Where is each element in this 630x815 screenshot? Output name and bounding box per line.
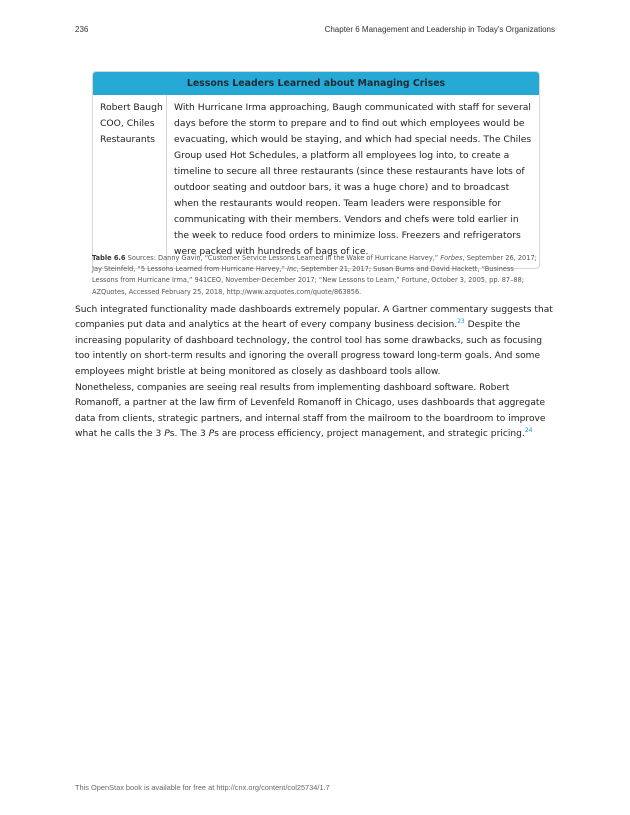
leader-name-cell: Robert Baugh COO, Chiles Restaurants: [93, 95, 167, 268]
footnote-ref-24[interactable]: 24: [524, 427, 533, 435]
page-header: [75, 25, 555, 34]
body-paragraph-1: [75, 303, 556, 380]
table-caption: [92, 253, 542, 298]
table-title: Lessons Leaders Learned about Managing Crises: [93, 72, 539, 95]
table-row: [93, 95, 539, 268]
crisis-lessons-table: [92, 71, 540, 269]
body-paragraph-2: [75, 381, 556, 443]
paragraph-text: s are process efficiency, project management, and strategic pricing.: [214, 429, 525, 440]
paragraph-text: Despite the increasing popularity of dashboard technology, the control tool has some drawbacks, such as focusing too intently on short-term results and ignoring the overall progress toward long-term goals. And some employees might bristle at being monitored as closely as dashboard tools allow.: [75, 320, 542, 377]
footnote-ref-23[interactable]: 23: [457, 318, 465, 326]
page-number: 236: [75, 25, 89, 34]
caption-publication: Forbes: [440, 254, 463, 262]
lesson-text-cell: With Hurricane Irma approaching, Baugh communicated with staff for several days before the storm to prepare and to find out which employees would be evacuating, which would be staying, and which had special needs. The Chiles Group used Hot Schedules, a platform all employees log into, to create a timeline to secure all three restaurants (since these restaurants have lots of outdoor seating and outdoor bars, it was a huge chore) and to broadcast when the restaurants would reopen. Team leaders were responsible for communicating with their members. Vendors and chefs were told earlier in the week to reduce food orders to minimize loss. Freezers and refrigerators were packed with hundreds of bags of ice.: [174, 102, 532, 257]
paragraph-text: Nonetheless, companies are seeing real results from implementing dashboard software. Robert Romanoff, a partner at the law firm of Levenfeld Romanoff in Chicago, uses dashboards that aggregate data from clients, strategic partners, and internal staff from the mailroom to the boardroom to improve what he calls the 3: [75, 383, 546, 440]
page-footer: This OpenStax book is available for free at http://cnx.org/content/col25734/1.7: [75, 783, 330, 792]
caption-publication: Inc: [287, 265, 297, 274]
paragraph-text: Such integrated functionality made dashboards extremely popular. A Gartner commentary suggests that companies put data and analytics at the heart of every company business decision.: [75, 305, 553, 331]
chapter-title: Chapter 6 Management and Leadership in Today's Organizations: [324, 25, 555, 34]
paragraph-text: s. The 3: [169, 429, 209, 440]
caption-source-text: , September 26, 2017; Jay Steinfeld, “5 Lessons Learned from Hurricane Harvey,”: [92, 254, 537, 274]
caption-label: Table 6.6: [92, 254, 126, 262]
italic-letter: P: [208, 429, 215, 440]
caption-source-text: , September 21, 2017; Susan Burns and David Hackett, “Business Lessons from Hurricane Irma,” 941CEO, November-December 2017; “New Lessons to Learn,” Fortune, October 3, 2005, pp. 87–88; AZQuotes, Accessed February 25, 2018, http://www.azquotes.com/quote/863856.: [92, 265, 525, 296]
caption-source-text: Sources: Danny Gavin, “Customer Service Lessons Learned in the Wake of Hurricane Harvey,”: [125, 254, 441, 262]
italic-letter: P: [164, 429, 170, 440]
